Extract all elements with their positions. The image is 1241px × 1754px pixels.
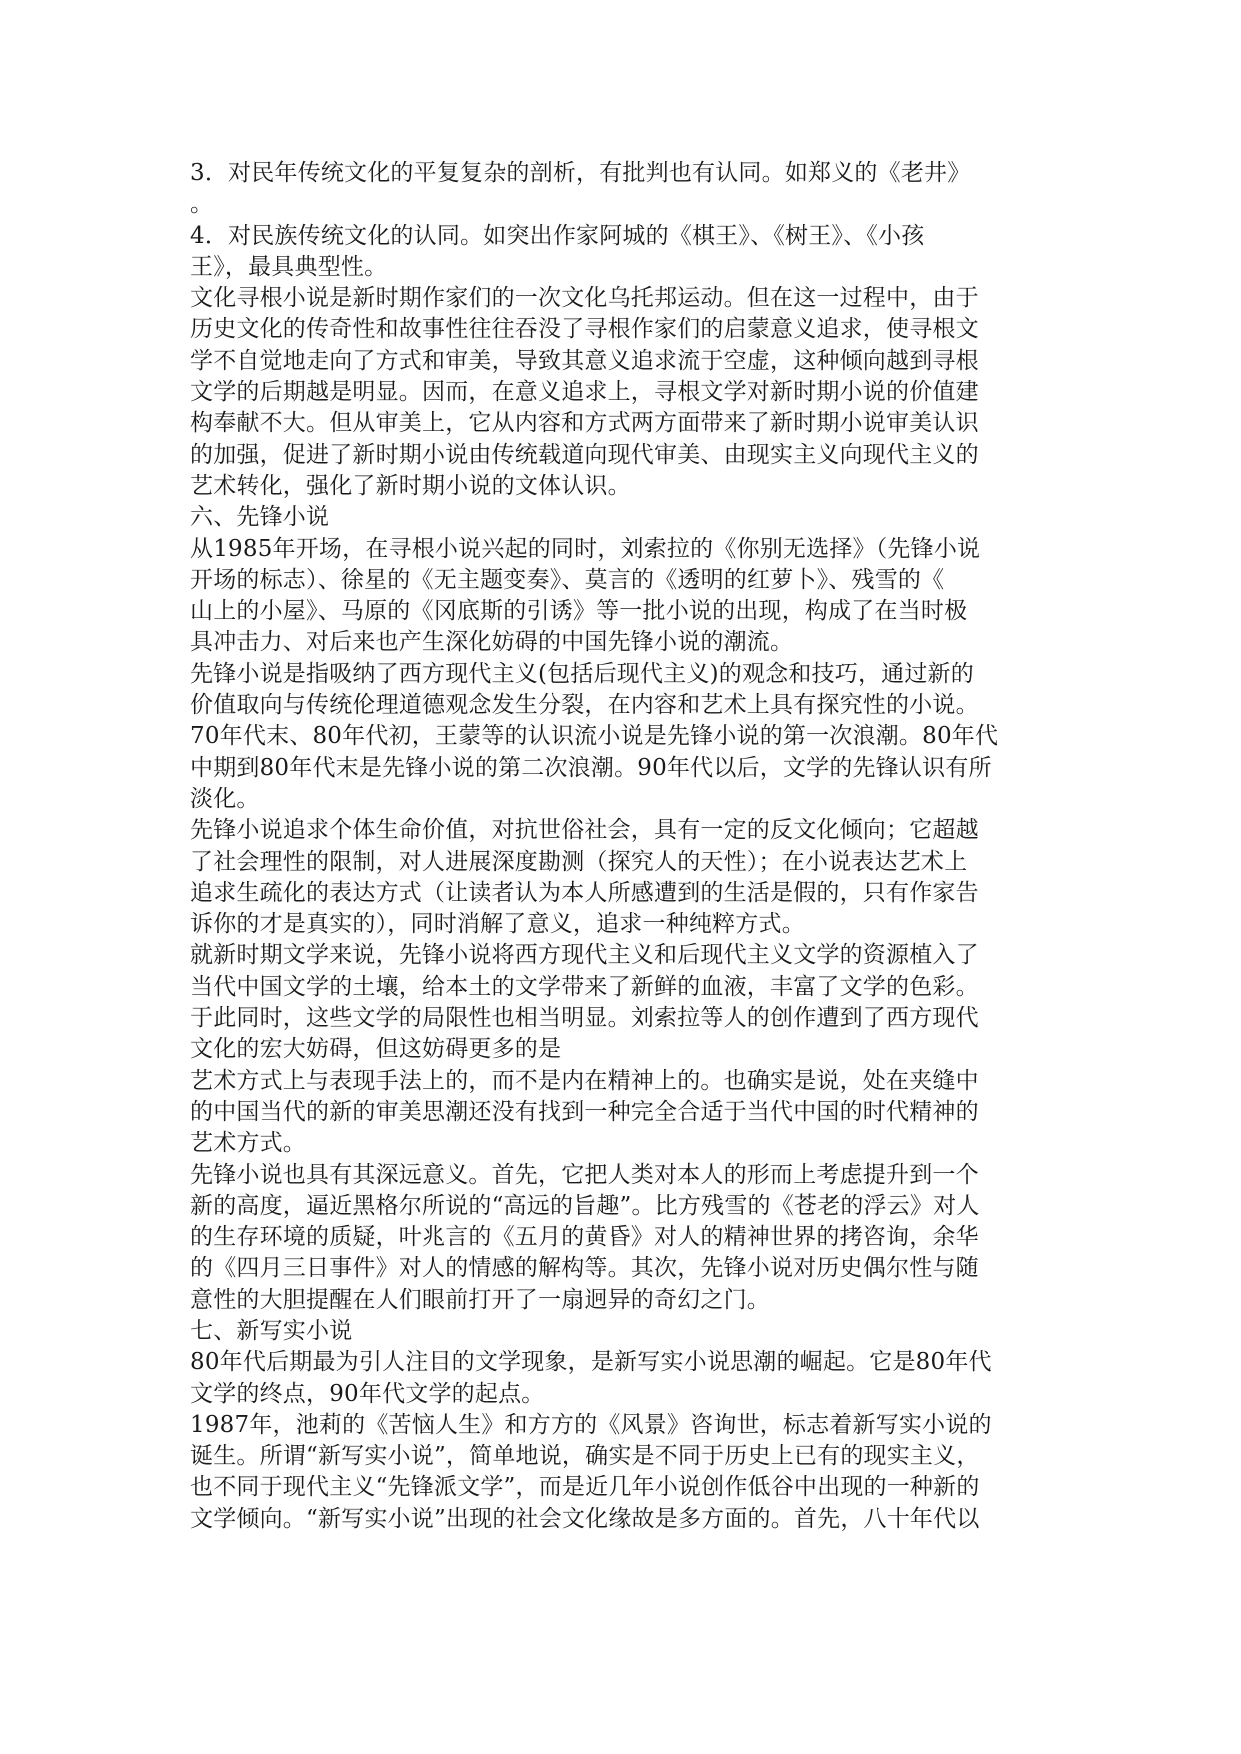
text-line: 王》，最具典型性。 (190, 253, 388, 280)
text-line: 70年代末、80年代初，王蒙等的认识流小说是先锋小说的第一次浪潮。80年代 (190, 723, 999, 750)
text-line: 具冲击力、对后来也产生深化妨碍的中国先锋小说的潮流。 (190, 629, 794, 656)
text-line: 的《四月三日事件》对人的情感的解构等。其次，先锋小说对历史偶尔性与随 (190, 1255, 979, 1282)
text-line: 艺术方式上与表现手法上的，而不是内在精神上的。也确实是说，处在夹缝中 (190, 1067, 979, 1094)
text-line: 的生存环境的质疑，叶兆言的《五月的黄昏》对人的精神世界的拷咨询，余华 (190, 1224, 979, 1251)
text-line: 艺术方式。 (190, 1130, 306, 1157)
text-line: 新的高度，逼近黑格尔所说的“高远的旨趣”。比方残雪的《苍老的浮云》对人 (190, 1192, 980, 1219)
text-line: 价值取向与传统伦理道德观念发生分裂，在内容和艺术上具有探究性的小说。 (190, 692, 979, 719)
text-line: 文化寻根小说是新时期作家们的一次文化乌托邦运动。但在这一过程中，由于 (190, 285, 979, 312)
text-line: 就新时期文学来说，先锋小说将西方现代主义和后现代主义文学的资源植入了 (190, 942, 979, 969)
text-line: 文学的终点，90年代文学的起点。 (190, 1380, 545, 1407)
text-line: 先锋小说是指吸纳了西方现代主义(包括后现代主义)的观念和技巧，通过新的 (190, 660, 974, 687)
text-line: 。 (190, 191, 214, 218)
text-line: 构奉献不大。但从审美上，它从内容和方式两方面带来了新时期小说审美认识 (190, 410, 979, 437)
text-line: 意性的大胆提醒在人们眼前打开了一扇迥异的奇幻之门。 (190, 1286, 770, 1313)
text-line: 淡化。 (190, 785, 260, 812)
text-line: 4．对民族传统文化的认同。如突出作家阿城的《棋王》、《树王》、《小孩 (190, 222, 925, 249)
text-line: 山上的小屋》、马原的《冈底斯的引诱》等一批小说的出现，构成了在当时极 (190, 598, 968, 625)
text-line: 3．对民年传统文化的平复复杂的剖析，有批判也有认同。如郑义的《老井》 (190, 160, 971, 186)
text-line: 诉你的才是真实的），同时消解了意义，追求一种纯粹方式。 (190, 911, 805, 938)
text-line: 先锋小说追求个体生命价值，对抗世俗社会，具有一定的反文化倾向；它超越 (190, 817, 979, 844)
text-line: 从1985年开场，在寻根小说兴起的同时，刘索拉的《你别无选择》（先锋小说 (190, 535, 981, 562)
text-line: 的加强，促进了新时期小说由传统载道向现代审美、由现实主义向现代主义的 (190, 441, 979, 468)
text-line: 80年代后期最为引人注目的文学现象，是新写实小说思潮的崛起。它是80年代 (190, 1349, 992, 1376)
text-line: 也不同于现代主义“先锋派文学”，而是近几年小说创作低谷中出现的一种新的 (190, 1474, 980, 1501)
text-line: 学不自觉地走向了方式和审美，导致其意义追求流于空虚，这种倾向越到寻根 (190, 347, 979, 374)
text-line: 追求生疏化的表达方式（让读者认为本人所感遭到的生活是假的，只有作家告 (190, 879, 979, 906)
text-line: 的中国当代的新的审美思潮还没有找到一种完全合适于当代中国的时代精神的 (190, 1098, 979, 1125)
text-line: 六、先锋小说 (190, 504, 330, 531)
text-line: 历史文化的传奇性和故事性往往吞没了寻根作家们的启蒙意义追求，使寻根文 (190, 316, 979, 343)
text-line: 七、新写实小说 (190, 1317, 353, 1344)
text-line: 文学倾向。“新写实小说”出现的社会文化缘故是多方面的。首先，八十年代以 (190, 1505, 980, 1532)
text-line: 当代中国文学的土壤，给本土的文学带来了新鲜的血液，丰富了文学的色彩。 (190, 973, 979, 1000)
text-line: 中期到80年代末是先锋小说的第二次浪潮。90年代以后，文学的先锋认识有所 (190, 754, 992, 781)
text-line: 开场的标志）、徐星的《无主题变奏》、莫言的《透明的红萝卜》、残雪的《 (190, 566, 945, 593)
text-line: 艺术转化，强化了新时期小说的文体认识。 (190, 472, 631, 499)
text-line: 诞生。所谓“新写实小说”，简单地说，确实是不同于历史上已有的现实主义， (190, 1443, 980, 1470)
text-line: 先锋小说也具有其深远意义。首先，它把人类对本人的形而上考虑提升到一个 (190, 1161, 979, 1188)
text-line: 1987年，池莉的《苦恼人生》和方方的《风景》咨询世，标志着新写实小说的 (190, 1411, 992, 1438)
document-body (190, 158, 1050, 1535)
text-line: 文学的后期越是明显。因而，在意义追求上，寻根文学对新时期小说的价值建 (190, 379, 979, 406)
text-line: 了社会理性的限制，对人进展深度勘测（探究人的天性）；在小说表达艺术上 (190, 848, 968, 875)
text-line: 于此同时，这些文学的局限性也相当明显。刘索拉等人的创作遭到了西方现代 (190, 1005, 979, 1032)
text-line: 文化的宏大妨碍，但这妨碍更多的是 (190, 1036, 562, 1063)
